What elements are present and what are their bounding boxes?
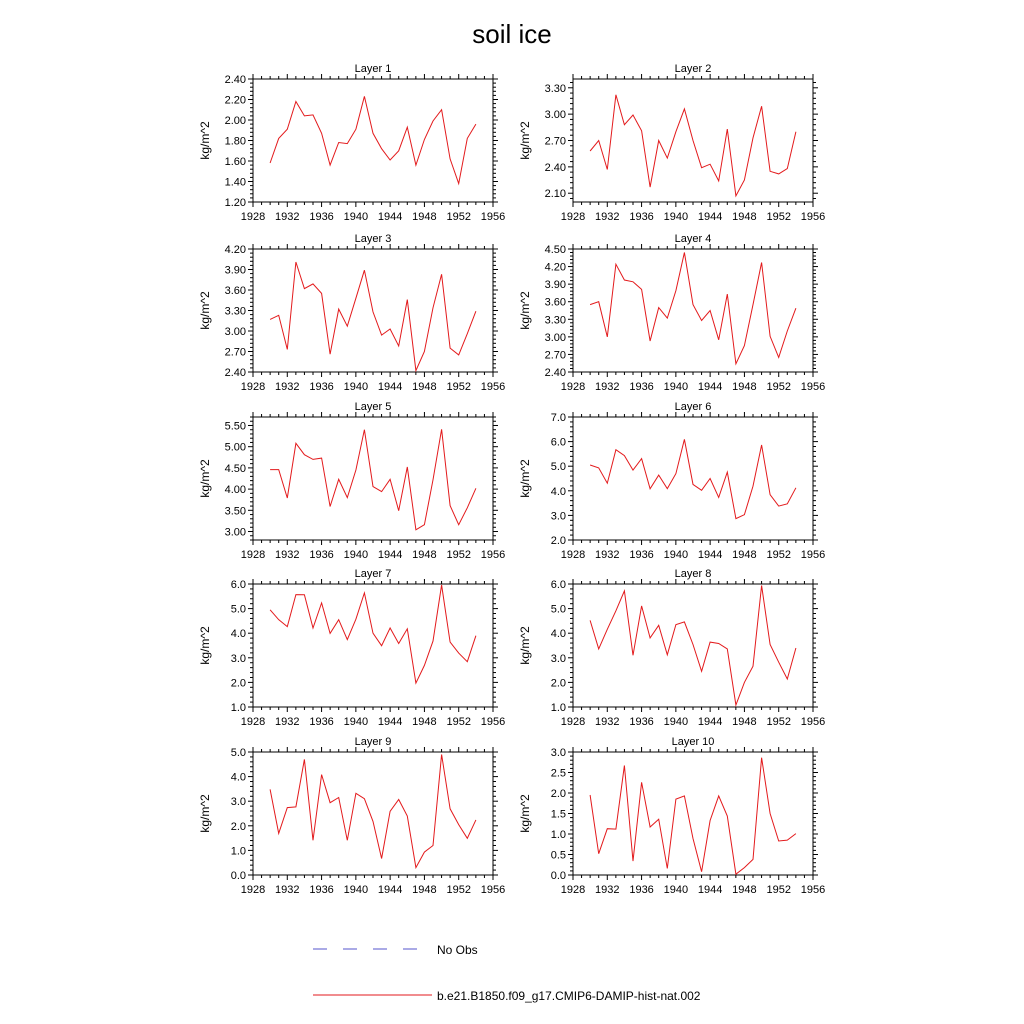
y-tick-label: 3.60 xyxy=(224,285,246,297)
y-tick-label: 3.90 xyxy=(544,279,566,292)
x-tick-label: 1928 xyxy=(240,884,266,896)
y-tick-label: 3.0 xyxy=(550,652,566,665)
panel-title: Layer 6 xyxy=(674,401,712,413)
x-tick-label: 1956 xyxy=(480,549,506,561)
x-tick-label: 1948 xyxy=(412,716,437,728)
x-tick-label: 1956 xyxy=(480,381,506,393)
x-tick-label: 1944 xyxy=(377,211,403,223)
panel-layer-10 xyxy=(518,736,825,896)
x-tick-label: 1932 xyxy=(275,381,300,393)
y-tick-label: 1.0 xyxy=(230,845,246,858)
y-axis-label: kg/m^2 xyxy=(518,626,532,665)
x-tick-label: 1940 xyxy=(663,884,689,896)
y-tick-label: 2.40 xyxy=(224,74,246,86)
series-line xyxy=(590,758,796,875)
y-tick-label: 2.20 xyxy=(224,94,246,107)
y-axis-label: kg/m^2 xyxy=(198,794,212,833)
x-tick-label: 1952 xyxy=(446,716,471,728)
y-tick-label: 3.0 xyxy=(550,747,566,759)
y-axis-label: kg/m^2 xyxy=(198,121,212,160)
y-tick-label: 3.30 xyxy=(544,82,566,95)
x-tick-label: 1948 xyxy=(412,211,437,223)
x-tick-label: 1936 xyxy=(309,211,334,223)
y-tick-label: 2.40 xyxy=(224,367,246,379)
y-tick-label: 3.00 xyxy=(544,109,566,122)
x-tick-label: 1928 xyxy=(560,716,586,728)
x-tick-label: 1952 xyxy=(446,884,471,896)
y-tick-label: 2.70 xyxy=(544,349,566,362)
x-tick-label: 1936 xyxy=(629,549,654,561)
y-tick-label: 0.0 xyxy=(550,870,566,882)
x-tick-label: 1952 xyxy=(766,381,791,393)
x-tick-label: 1944 xyxy=(697,549,723,561)
x-tick-label: 1940 xyxy=(343,884,369,896)
plot-frame xyxy=(253,584,493,707)
y-tick-label: 6.0 xyxy=(550,579,566,591)
figure-title: soil ice xyxy=(472,19,552,49)
x-tick-label: 1940 xyxy=(663,211,689,223)
x-tick-label: 1956 xyxy=(800,211,826,223)
y-axis-label: kg/m^2 xyxy=(198,626,212,665)
x-tick-label: 1940 xyxy=(343,211,369,223)
x-tick-label: 1936 xyxy=(309,549,334,561)
panel-layer-2 xyxy=(518,63,825,223)
x-tick-label: 1928 xyxy=(240,381,266,393)
x-tick-label: 1952 xyxy=(446,211,471,223)
x-tick-label: 1948 xyxy=(732,549,757,561)
y-tick-label: 7.0 xyxy=(550,412,566,424)
y-tick-label: 2.0 xyxy=(550,677,566,690)
x-tick-label: 1956 xyxy=(480,884,506,896)
panel-title: Layer 4 xyxy=(674,233,712,245)
y-tick-label: 4.0 xyxy=(550,628,566,641)
y-tick-label: 3.0 xyxy=(230,652,246,665)
panel-layer-6 xyxy=(518,401,825,561)
y-tick-label: 3.00 xyxy=(544,331,566,344)
y-tick-label: 2.5 xyxy=(550,767,566,780)
y-tick-label: 5.0 xyxy=(230,603,246,616)
x-tick-label: 1944 xyxy=(697,211,723,223)
y-tick-label: 2.00 xyxy=(224,115,246,127)
y-tick-label: 2.10 xyxy=(544,188,566,201)
y-tick-label: 4.0 xyxy=(550,485,566,498)
x-tick-label: 1940 xyxy=(343,549,369,561)
x-tick-label: 1932 xyxy=(595,211,620,223)
y-tick-label: 6.0 xyxy=(230,579,246,591)
y-tick-label: 6.0 xyxy=(550,436,566,449)
y-axis-label: kg/m^2 xyxy=(518,459,532,498)
plot-frame xyxy=(253,752,493,875)
x-tick-label: 1944 xyxy=(377,884,403,896)
y-tick-label: 3.90 xyxy=(224,264,246,277)
y-tick-label: 2.0 xyxy=(230,820,246,833)
y-tick-label: 5.0 xyxy=(550,603,566,616)
x-tick-label: 1952 xyxy=(766,884,791,896)
x-tick-label: 1948 xyxy=(412,549,437,561)
y-tick-label: 1.40 xyxy=(224,176,246,189)
series-line xyxy=(270,262,476,371)
x-tick-label: 1940 xyxy=(343,716,369,728)
y-tick-label: 4.00 xyxy=(224,484,246,497)
series-line xyxy=(590,439,796,518)
y-tick-label: 5.0 xyxy=(550,461,566,474)
y-tick-label: 2.40 xyxy=(544,161,566,174)
y-tick-label: 1.5 xyxy=(550,808,566,821)
legend-no-obs-label: No Obs xyxy=(437,943,478,957)
y-tick-label: 5.50 xyxy=(224,420,246,433)
panel-layer-1 xyxy=(198,63,505,223)
y-axis-label: kg/m^2 xyxy=(518,121,532,160)
y-tick-label: 3.50 xyxy=(224,505,246,518)
y-tick-label: 2.70 xyxy=(224,346,246,359)
y-axis-label: kg/m^2 xyxy=(518,794,532,833)
panel-title: Layer 10 xyxy=(671,736,715,748)
y-tick-label: 1.0 xyxy=(550,702,566,714)
x-tick-label: 1936 xyxy=(629,211,654,223)
y-tick-label: 3.0 xyxy=(550,510,566,523)
x-tick-label: 1928 xyxy=(560,549,586,561)
x-tick-label: 1956 xyxy=(800,549,826,561)
y-tick-label: 2.0 xyxy=(550,788,566,800)
y-tick-label: 3.00 xyxy=(224,526,246,539)
plot-frame xyxy=(253,79,493,202)
y-tick-label: 4.0 xyxy=(230,628,246,641)
y-tick-label: 1.0 xyxy=(550,829,566,841)
x-tick-label: 1952 xyxy=(766,549,791,561)
series-line xyxy=(270,585,476,683)
plot-frame xyxy=(573,752,813,875)
y-tick-label: 2.40 xyxy=(544,367,566,379)
panel-title: Layer 7 xyxy=(354,568,392,580)
y-axis-label: kg/m^2 xyxy=(198,459,212,498)
x-tick-label: 1928 xyxy=(240,716,266,728)
series-line xyxy=(270,96,476,183)
x-tick-label: 1928 xyxy=(560,884,586,896)
series-line xyxy=(270,429,476,530)
series-line xyxy=(590,586,796,706)
panel-title: Layer 5 xyxy=(354,401,392,413)
series-line xyxy=(270,755,476,868)
series-line xyxy=(590,95,796,196)
panel-layer-8 xyxy=(518,568,825,728)
y-tick-label: 3.30 xyxy=(224,305,246,318)
x-tick-label: 1948 xyxy=(732,884,757,896)
x-tick-label: 1948 xyxy=(732,211,757,223)
y-tick-label: 3.30 xyxy=(544,314,566,327)
panel-layer-3 xyxy=(198,233,505,393)
x-tick-label: 1932 xyxy=(275,716,300,728)
x-tick-label: 1940 xyxy=(663,716,689,728)
x-tick-label: 1932 xyxy=(595,549,620,561)
y-tick-label: 3.00 xyxy=(224,326,246,338)
x-tick-label: 1932 xyxy=(595,381,620,393)
y-tick-label: 4.50 xyxy=(224,462,246,475)
x-tick-label: 1936 xyxy=(309,381,334,393)
x-tick-label: 1928 xyxy=(560,381,586,393)
y-tick-label: 4.20 xyxy=(544,261,566,274)
panel-layer-5 xyxy=(198,401,505,561)
y-tick-label: 3.0 xyxy=(230,796,246,809)
legend xyxy=(313,943,701,1003)
x-tick-label: 1956 xyxy=(800,716,826,728)
y-tick-label: 2.0 xyxy=(230,677,246,690)
x-tick-label: 1944 xyxy=(697,716,723,728)
panel-title: Layer 8 xyxy=(674,568,712,580)
y-tick-label: 3.60 xyxy=(544,296,566,309)
y-tick-label: 0.0 xyxy=(230,870,246,882)
x-tick-label: 1932 xyxy=(595,884,620,896)
x-tick-label: 1948 xyxy=(412,884,437,896)
x-tick-label: 1940 xyxy=(663,549,689,561)
x-tick-label: 1956 xyxy=(800,381,826,393)
x-tick-label: 1928 xyxy=(560,211,586,223)
x-tick-label: 1956 xyxy=(480,211,506,223)
x-tick-label: 1948 xyxy=(732,381,757,393)
y-axis-label: kg/m^2 xyxy=(198,291,212,330)
x-tick-label: 1940 xyxy=(663,381,689,393)
x-tick-label: 1940 xyxy=(343,381,369,393)
x-tick-label: 1952 xyxy=(766,716,791,728)
x-tick-label: 1944 xyxy=(377,549,403,561)
y-axis-label: kg/m^2 xyxy=(518,291,532,330)
x-tick-label: 1948 xyxy=(732,716,757,728)
y-tick-label: 4.50 xyxy=(544,244,566,256)
x-tick-label: 1928 xyxy=(240,211,266,223)
x-tick-label: 1936 xyxy=(309,884,334,896)
x-tick-label: 1944 xyxy=(697,884,723,896)
panel-title: Layer 1 xyxy=(354,63,392,75)
y-tick-label: 1.0 xyxy=(230,702,246,714)
x-tick-label: 1936 xyxy=(629,884,654,896)
x-tick-label: 1932 xyxy=(275,549,300,561)
y-tick-label: 2.0 xyxy=(550,535,566,547)
series-line xyxy=(590,253,796,364)
x-tick-label: 1932 xyxy=(275,884,300,896)
y-tick-label: 0.5 xyxy=(550,849,566,862)
panel-title: Layer 9 xyxy=(354,736,392,748)
x-tick-label: 1936 xyxy=(629,381,654,393)
panel-title: Layer 2 xyxy=(674,63,712,75)
panels-grid xyxy=(198,63,825,896)
x-tick-label: 1944 xyxy=(697,381,723,393)
y-tick-label: 4.20 xyxy=(224,244,246,256)
x-tick-label: 1952 xyxy=(766,211,791,223)
x-tick-label: 1956 xyxy=(800,884,826,896)
y-tick-label: 1.60 xyxy=(224,156,246,168)
y-tick-label: 5.0 xyxy=(230,747,246,759)
x-tick-label: 1944 xyxy=(377,716,403,728)
x-tick-label: 1932 xyxy=(275,211,300,223)
x-tick-label: 1956 xyxy=(480,716,506,728)
y-tick-label: 5.00 xyxy=(224,441,246,454)
panel-title: Layer 3 xyxy=(354,233,392,245)
panel-layer-9 xyxy=(198,736,505,896)
y-tick-label: 1.20 xyxy=(224,197,246,209)
x-tick-label: 1936 xyxy=(309,716,334,728)
legend-model-label: b.e21.B1850.f09_g17.CMIP6-DAMIP-hist-nat.002 xyxy=(437,989,701,1003)
panel-layer-7 xyxy=(198,568,505,728)
x-tick-label: 1952 xyxy=(446,549,471,561)
x-tick-label: 1936 xyxy=(629,716,654,728)
x-tick-label: 1932 xyxy=(595,716,620,728)
x-tick-label: 1948 xyxy=(412,381,437,393)
panel-layer-4 xyxy=(518,233,825,393)
x-tick-label: 1928 xyxy=(240,549,266,561)
y-tick-label: 4.0 xyxy=(230,771,246,784)
x-tick-label: 1952 xyxy=(446,381,471,393)
y-tick-label: 1.80 xyxy=(224,135,246,148)
y-tick-label: 2.70 xyxy=(544,135,566,148)
x-tick-label: 1944 xyxy=(377,381,403,393)
